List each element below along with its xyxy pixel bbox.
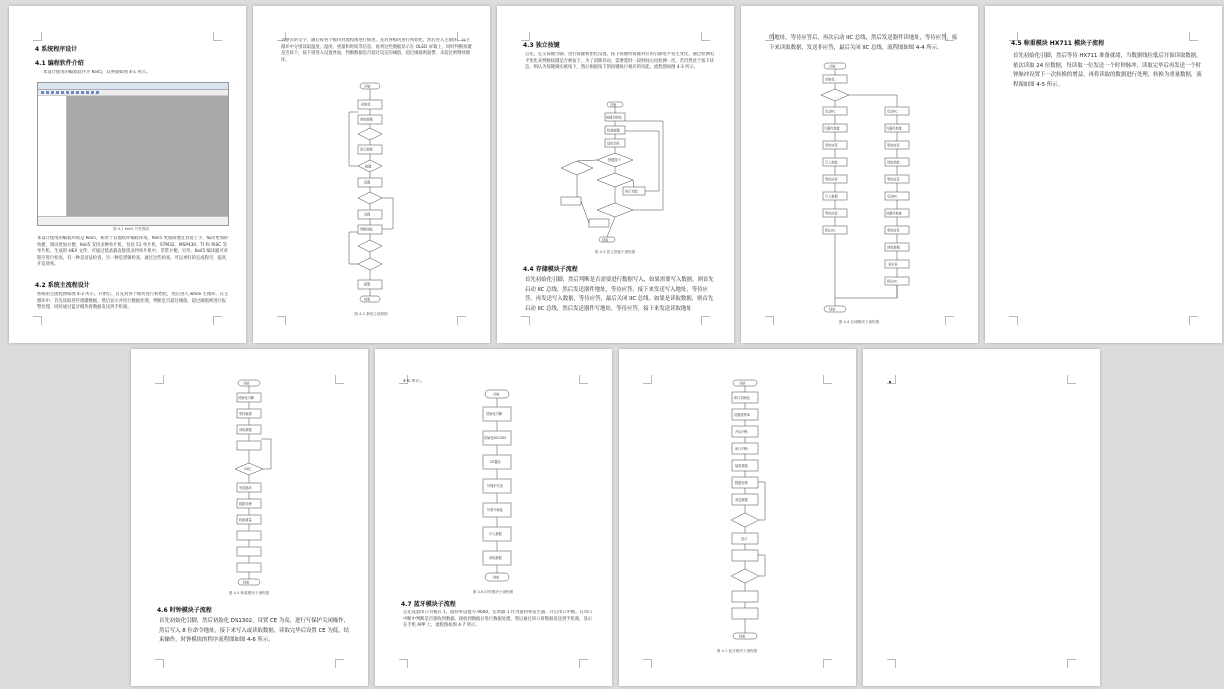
main-flowchart — [343, 82, 403, 308]
svg-text:结束: 结束 — [739, 634, 746, 639]
svg-text:等待应答: 等待应答 — [887, 143, 900, 148]
continued-text: 4-6 所示。 — [403, 379, 425, 384]
document-page-7 — [375, 349, 612, 686]
svg-text:启动IIC: 启动IIC — [887, 109, 898, 114]
svg-text:CE置高: CE置高 — [490, 460, 501, 464]
svg-text:结束: 结束 — [243, 580, 250, 585]
figure-caption: 图 4-2 系统主流程图 — [354, 312, 388, 316]
body-text-2: 系统的主流程图如图 4-2 所示。开始后，首先对各个模块进行初始化，然后进入 while 主循环。在主循环中，首先读取各传感器数据，然后显示并进行数据处理，判断是否超过阈值，超过阈值则进行报警处理，同时通过蓝牙模块将数据发送到手机端。 — [37, 292, 229, 311]
svg-text:等待应答: 等待应答 — [825, 211, 838, 216]
svg-text:开启中断: 开启中断 — [735, 430, 748, 434]
heading-4-4: 4.4 存储模块子流程 — [523, 266, 578, 273]
svg-text:读取数据: 读取数据 — [239, 428, 252, 432]
svg-text:写器件地址: 写器件地址 — [886, 126, 902, 131]
svg-text:初始化DS1302: 初始化DS1302 — [484, 436, 507, 440]
svg-text:执行功能: 执行功能 — [625, 189, 638, 194]
document-page-4 — [741, 6, 978, 343]
heading-4-2: 4.2 系统主流程设计 — [35, 282, 90, 289]
svg-text:非应答: 非应答 — [888, 262, 898, 267]
svg-text:结束: 结束 — [364, 297, 371, 302]
svg-text:发送数据: 发送数据 — [735, 498, 748, 502]
svg-text:初始化引脚: 初始化引脚 — [238, 396, 254, 400]
svg-text:设置波特率: 设置波特率 — [734, 413, 750, 417]
svg-text:结束: 结束 — [602, 237, 609, 242]
svg-text:串口中断: 串口中断 — [735, 447, 748, 451]
svg-text:写器件地址: 写器件地址 — [824, 126, 840, 131]
svg-text:开始: 开始 — [829, 64, 836, 69]
svg-text:发送脉冲: 发送脉冲 — [239, 486, 252, 490]
svg-text:数据处理: 数据处理 — [239, 502, 252, 506]
svg-text:报警: 报警 — [364, 282, 371, 287]
figure-caption: 图 4-3 独立按键子流程图 — [594, 250, 636, 254]
svg-text:写入数据: 写入数据 — [825, 194, 838, 199]
svg-text:接收数据: 接收数据 — [735, 464, 748, 468]
figure-caption: 图 4-7 蓝牙模块子流程图 — [716, 649, 758, 653]
main-flowchart-start: 开始 — [364, 84, 371, 89]
body-text: 首先初始化引脚，然后初始化 DS1302，设置 CE 为高，进行写保护关闭操作，然后写入 8 位命令地址，接下来写入或读取数据，读取完毕后设置 CE 为低，结束操作，时钟模块的程序流程图如图 4-6 所示。 — [159, 618, 349, 643]
svg-text:写入地址: 写入地址 — [825, 160, 838, 165]
svg-text:结束: 结束 — [493, 575, 500, 580]
svg-text:等待应答: 等待应答 — [887, 177, 900, 182]
svg-text:显示: 显示 — [741, 537, 748, 541]
svg-text:等待就绪: 等待就绪 — [239, 412, 252, 416]
heading-4-6: 4.6 时钟模块子流程 — [157, 607, 212, 614]
svg-text:24位: 24位 — [244, 467, 252, 471]
document-page-5 — [985, 6, 1222, 343]
body-text: 首先初始化引脚，然后等待 HX711 准备就绪，当数据线拉低后开始读取数据，依次读取 24 位数据，每读取一位发送一个时钟脉冲，读取完毕后再发送一个时钟脉冲设置下一次转换的增益，再将读取的数据进行处理，转换为重量数据，流程图如图 4-5 所示。 — [1013, 53, 1202, 88]
paragraph-mark — [889, 381, 891, 383]
heading-4: 4 系统程序设计 — [35, 46, 78, 53]
body-text: 本设计使用的编程环境是 Keil5，相对于其他软件编程环境，Keil5 更加简便且容易上手，编译更加的快捷，调试更加方便，Keil5 支持多种单片机，包括 51 单片机、STM32、MSP430、TI 和 RISC 等单片机，生成的 HEX 文件，可通过烧录器直接烧录到单片机中，非常方便。另外，Keil5 编译器可对程序进行检查，有一种是语法检查，另一种是逻辑检查，通过这些检查，可以更好的完成程序，提高开发效率。 — [37, 236, 229, 268]
svg-text:转换重量: 转换重量 — [239, 518, 252, 522]
svg-text:显示数据: 显示数据 — [360, 147, 373, 152]
body-text: 首先，定义按键引脚，进行按键初始化设置。按下按键时按键对应的引脚电平发生变化，通过检测电平变化来判断按键是否被按下，为了消除抖动，需要延时一段时间后再检测一次，若仍然处于按下状态，则认为按键确实被按下，然后根据按下的按键执行相应的功能。流程图如图 4-3 所示。 — [525, 52, 715, 71]
svg-text:读取数据: 读取数据 — [360, 117, 373, 122]
document-page-3 — [497, 6, 734, 343]
svg-text:判断阈值: 判断阈值 — [360, 227, 373, 232]
body-text: 首先设置串口为模式 1，波特率设置为 9600，定时器 1 作为波特率发生器，开启串口中断。在串口中断中判断是否接收到数据，接收到数据后进行数据处理，然后通过串口将数据发送到手机端，显示在手机 APP 上，流程图如图 4-7 所示。 — [403, 610, 593, 629]
svg-text:开始: 开始 — [243, 381, 250, 386]
svg-text:写保护关闭: 写保护关闭 — [487, 484, 503, 488]
svg-text:写命令地址: 写命令地址 — [487, 508, 503, 512]
svg-text:设置: 设置 — [364, 180, 371, 185]
body-text-2: 首先初始化引脚，然后判断是否需要进行数据写入，如果需要写入数据，则首先启动 IIC 总线，然后发送器件地址，等待应答，接下来发送写入地址，等待应答，再发送写入数据，等待应答，最后关闭 IIC 总线。如果是读取数据，则首先启动 IIC 总线，然后发送器件写地址，等待应答，接下来发送读取地址 — [525, 277, 714, 312]
svg-text:按键初始化: 按键初始化 — [606, 115, 622, 120]
svg-text:读器件地址: 读器件地址 — [886, 211, 902, 216]
svg-text:数据处理: 数据处理 — [735, 481, 748, 485]
figure-caption: 图 4-4 存储模块子流程图 — [838, 320, 880, 324]
document-page-6 — [131, 349, 368, 686]
svg-text:初始化: 初始化 — [361, 102, 371, 107]
document-page-1 — [9, 6, 246, 343]
svg-text:开始: 开始 — [739, 381, 746, 386]
key-flowchart — [559, 101, 671, 246]
body-text: 为整页的文字，随后按各个模块对流程图进行描述。先对各模块进行初始化，然后进入主循环，在主循环中分别读取温度、湿度、重量和时间等信息，再将这些数据显示在 OLED 屏幕上，同时判断按键是否按下，按下则进入设置界面，判断数据是否超过设定的阈值，超过阈值则报警，未超过则继续循环。 — [281, 38, 472, 63]
svg-text:启动IIC: 启动IIC — [825, 109, 836, 114]
svg-text:初始化: 初始化 — [825, 77, 835, 82]
heading-4-5: 4.5 称重模块 HX711 模块子流程 — [1011, 40, 1105, 47]
svg-text:等待应答: 等待应答 — [825, 177, 838, 182]
svg-text:启动IIC: 启动IIC — [887, 194, 898, 199]
svg-text:串口初始化: 串口初始化 — [734, 396, 750, 400]
heading-4-1: 4.1 编程软件介绍 — [35, 60, 84, 67]
svg-text:开始: 开始 — [610, 102, 617, 107]
svg-text:检测按键: 检测按键 — [607, 128, 620, 133]
document-page-2 — [253, 6, 490, 343]
storage-flowchart — [821, 62, 921, 316]
intro-text: 本设计使用的编程软件为 Keil5，其界面如图 4-1 所示。 — [43, 70, 151, 75]
svg-text:读取数据: 读取数据 — [489, 556, 502, 560]
svg-text:按键: 按键 — [365, 164, 372, 169]
svg-text:处理: 处理 — [364, 212, 371, 217]
svg-text:等待应答: 等待应答 — [825, 143, 838, 148]
keil5-screenshot — [37, 82, 229, 226]
bluetooth-flowchart — [723, 379, 767, 645]
svg-text:写入数据: 写入数据 — [489, 532, 502, 536]
weighing-flowchart — [225, 379, 275, 589]
svg-text:停止IIC: 停止IIC — [887, 279, 898, 284]
svg-text:初始化引脚: 初始化引脚 — [486, 412, 502, 416]
svg-text:开始: 开始 — [493, 392, 500, 397]
svg-text:等待应答: 等待应答 — [887, 228, 900, 233]
svg-text:延时消抖: 延时消抖 — [607, 141, 620, 146]
document-page-8 — [619, 349, 856, 686]
svg-text:停止IIC: 停止IIC — [825, 228, 836, 233]
heading-4-7: 4.7 蓝牙模块子流程 — [401, 601, 456, 608]
body-text: 的地址，等待应答后，再次启动 IIC 总线，然后发送器件读地址，等待应答，接下来读取数据，发送非应答，最后关闭 IIC 总线，流程图如图 4-4 所示。 — [769, 35, 958, 51]
svg-text:读取地址: 读取地址 — [887, 160, 900, 165]
figure-caption: 图 4-1 Keil5 开发界面 — [113, 227, 149, 231]
svg-text:按键按下: 按键按下 — [608, 158, 621, 162]
clock-flowchart — [479, 389, 515, 585]
svg-text:读取数据: 读取数据 — [887, 245, 900, 250]
figure-caption: 图 4-5 称重模块子流程图 — [228, 591, 270, 595]
svg-text:结束: 结束 — [829, 307, 836, 312]
figure-caption: 图 4-6 时钟模块子流程图 — [472, 590, 514, 594]
heading-4-3: 4.3 独立按键 — [523, 42, 560, 49]
document-page-9 — [863, 349, 1100, 686]
